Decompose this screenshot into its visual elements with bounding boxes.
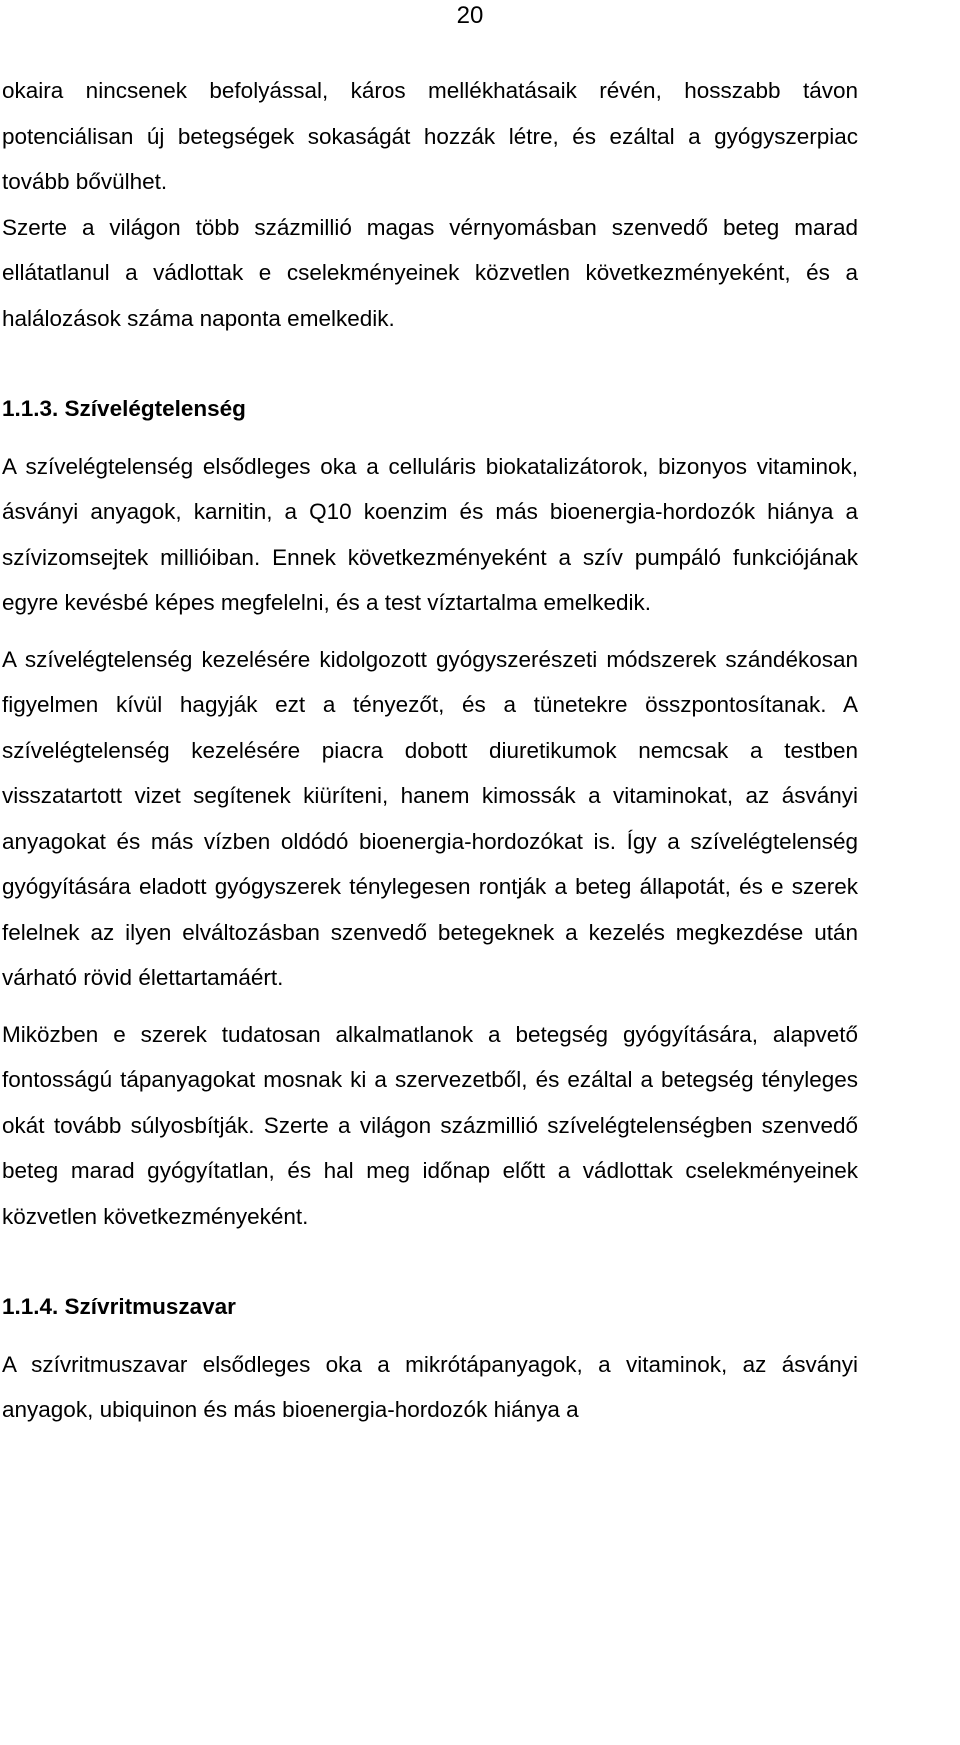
section-heading-1-1-3: 1.1.3. Szívelégtelenség: [2, 396, 246, 421]
paragraph: okaira nincsenek befolyással, káros mellékhatásaik révén, hosszabb távon potenciálisan új betegségek sokaságát hozzák létre, és ezáltal a gyógyszerpiac tovább bővülhet.: [2, 78, 858, 194]
paragraph: A szívritmuszavar elsődleges oka a mikrótápanyagok, a vitaminok, az ásványi anyagok, ubiquinon és más bioenergia-hordozók hiánya a: [2, 1351, 858, 1422]
page-number: 20: [456, 2, 484, 29]
paragraph: Miközben e szerek tudatosan alkalmatlanok a betegség gyógyítására, alapvető fontosságú tápanyagokat mosnak ki a szervezetből, és ezáltal a betegség tényleges okát tovább súlyosbítják. Szerte a világon százmillió szívelégtelenségben szenvedő beteg marad gyógyítatlan, és hal meg időnap előtt a vádlottak cselekményeinek közvetlen következményeként.: [2, 1021, 858, 1229]
document-body: [2, 68, 858, 1433]
section-heading-1-1-4: 1.1.4. Szívritmuszavar: [2, 1294, 236, 1319]
paragraph: A szívelégtelenség kezelésére kidolgozott gyógyszerészeti módszerek szándékosan figyelmen kívül hagyják ezt a tényezőt, és a tünetekre összpontosítanak. A szívelégtelenség kezelésére piacra dobott diuretikumok nemcsak a testben visszatartott vizet segítenek kiüríteni, hanem kimossák a vitaminokat, az ásványi anyagokat és más vízben oldódó bioenergia-hordozókat is. Így a szívelégtelenség gyógyítására eladott gyógyszerek ténylegesen rontják a beteg állapotát, és e szerek felelnek az ilyen elváltozásban szenvedő betegeknek a kezelés megkezdése után várható rövid élettartamáért.: [2, 646, 858, 990]
paragraph: A szívelégtelenség elsődleges oka a celluláris biokatalizátorok, bizonyos vitaminok, ásványi anyagok, karnitin, a Q10 koenzim és más bioenergia-hordozók hiánya a szívizomsejtek millióiban. Ennek következményeként a szív pumpáló funkciójának egyre kevésbé képes megfelelni, és a test víztartalma emelkedik.: [2, 453, 858, 615]
paragraph: Szerte a világon több százmillió magas vérnyomásban szenvedő beteg marad ellátatlanul a vádlottak e cselekményeinek közvetlen következményeként, és a halálozások száma naponta emelkedik.: [2, 214, 858, 331]
